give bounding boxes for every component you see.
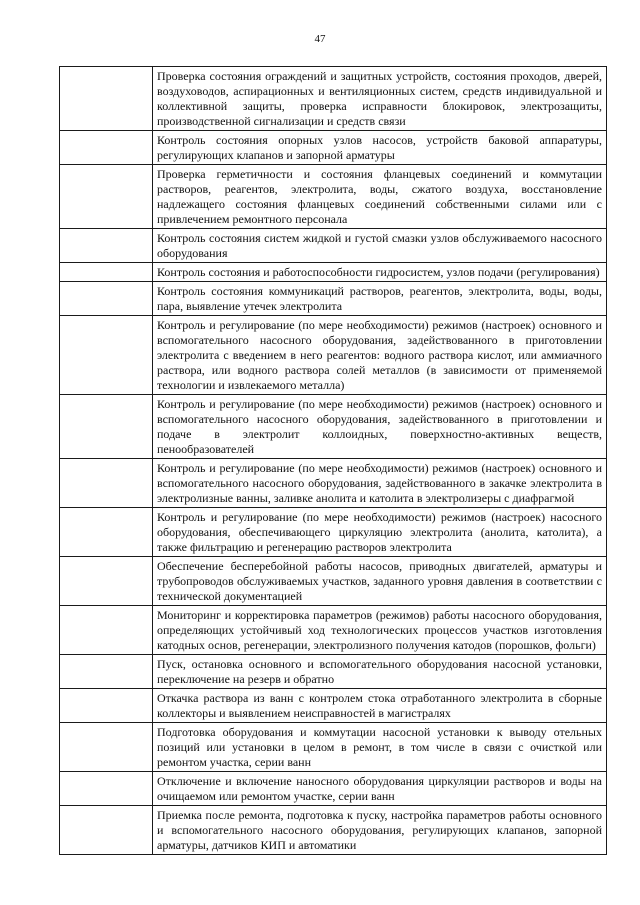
table-row: [60, 67, 607, 131]
action-cell: Подготовка оборудования и коммутации насосной установки к выводу отельных позиций или установки в целом в ремонт, в том числе в связи с очисткой или ремонтом участка, серии ванн: [153, 723, 607, 772]
left-cell: [60, 557, 153, 606]
table-row: [60, 459, 607, 508]
left-cell: [60, 165, 153, 229]
table-row: [60, 806, 607, 855]
action-cell: Проверка герметичности и состояния фланцевых соединений и коммутации растворов, реагентов, электролита, воды, сжатого воздуха, восстановление надлежащего состояния фланцевых соединений собственными силами или с привлечением ремонтного персонала: [153, 165, 607, 229]
left-cell: [60, 806, 153, 855]
table-row: [60, 395, 607, 459]
left-cell: [60, 282, 153, 316]
table-row: [60, 263, 607, 282]
left-cell: [60, 229, 153, 263]
table-row: [60, 316, 607, 395]
table-row: [60, 508, 607, 557]
left-cell: [60, 723, 153, 772]
table-row: [60, 165, 607, 229]
action-cell: Откачка раствора из ванн с контролем стока отработанного электролита в сборные коллекторы и выявлением неисправностей в магистралях: [153, 689, 607, 723]
table-row: [60, 131, 607, 165]
page-number: 47: [314, 33, 326, 45]
action-cell: Контроль и регулирование (по мере необходимости) режимов (настроек) основного и вспомогательного насосного оборудования, задействованного в закачке электролита в электролизные ванны, заливке анолита и католита в электролизеры с диафрагмой: [153, 459, 607, 508]
table-body: [60, 67, 607, 855]
table-row: [60, 689, 607, 723]
action-cell: Проверка состояния ограждений и защитных устройств, состояния проходов, дверей, воздуховодов, аспирационных и вентиляционных систем, средств индивидуальной и коллективной защиты, проверка исправности блокировок, электрозащиты, производственной сигнализации и средств связи: [153, 67, 607, 131]
left-cell: [60, 772, 153, 806]
left-cell: [60, 395, 153, 459]
action-cell: Мониторинг и корректировка параметров (режимов) работы насосного оборудования, определяющих устойчивый ход технологических процессов участков изготовления катодных основ, регенерации, электролизного получения катодов (порошков, фольги): [153, 606, 607, 655]
left-cell: [60, 655, 153, 689]
table-row: [60, 557, 607, 606]
table-row: [60, 282, 607, 316]
left-cell: [60, 606, 153, 655]
action-cell: Контроль и регулирование (по мере необходимости) режимов (настроек) основного и вспомогательного насосного оборудования, задействованного в приготовлении и подаче в электролит коллоидных, поверхностно-активных веществ, пенообразователей: [153, 395, 607, 459]
action-cell: Отключение и включение наносного оборудования циркуляции растворов и воды на очищаемом или ремонтом участке, серии ванн: [153, 772, 607, 806]
table-row: [60, 606, 607, 655]
left-cell: [60, 316, 153, 395]
action-cell: Обеспечение бесперебойной работы насосов, приводных двигателей, арматуры и трубопроводов обслуживаемых участков, заданного уровня давления в соответствии с технической документацией: [153, 557, 607, 606]
left-cell: [60, 689, 153, 723]
left-cell: [60, 263, 153, 282]
left-cell: [60, 67, 153, 131]
table-row: [60, 655, 607, 689]
action-cell: Пуск, остановка основного и вспомогательного оборудования насосной установки, переключение на резерв и обратно: [153, 655, 607, 689]
left-cell: [60, 508, 153, 557]
action-cell: Контроль и регулирование (по мере необходимости) режимов (настроек) основного и вспомогательного насосного оборудования, задействованного в приготовлении электролита с введением в него реагентов: водного раствора кислот, или аммиачного раствора, или водного раствора солей металлов (в зависимости от применяемой технологии и извлекаемого металла): [153, 316, 607, 395]
action-cell: Контроль состояния коммуникаций растворов, реагентов, электролита, воды, воды, пара, выявление утечек электролита: [153, 282, 607, 316]
action-cell: Контроль состояния опорных узлов насосов, устройств баковой аппаратуры, регулирующих клапанов и запорной арматуры: [153, 131, 607, 165]
action-cell: Приемка после ремонта, подготовка к пуску, настройка параметров работы основного и вспомогательного насосного оборудования, регулирующих клапанов, запорной арматуры, датчиков КИП и автоматики: [153, 806, 607, 855]
left-cell: [60, 131, 153, 165]
action-cell: Контроль и регулирование (по мере необходимости) режимов (настроек) насосного оборудования, обеспечивающего циркуляцию электролита (анолита, католита), а также фильтрацию и регенерацию растворов электролита: [153, 508, 607, 557]
table-row: [60, 723, 607, 772]
table-row: [60, 229, 607, 263]
action-cell: Контроль состояния и работоспособности гидросистем, узлов подачи (регулирования): [153, 263, 607, 282]
left-cell: [60, 459, 153, 508]
action-cell: Контроль состояния систем жидкой и густой смазки узлов обслуживаемого насосного оборудования: [153, 229, 607, 263]
labor-functions-table: [59, 66, 607, 855]
table-row: [60, 772, 607, 806]
